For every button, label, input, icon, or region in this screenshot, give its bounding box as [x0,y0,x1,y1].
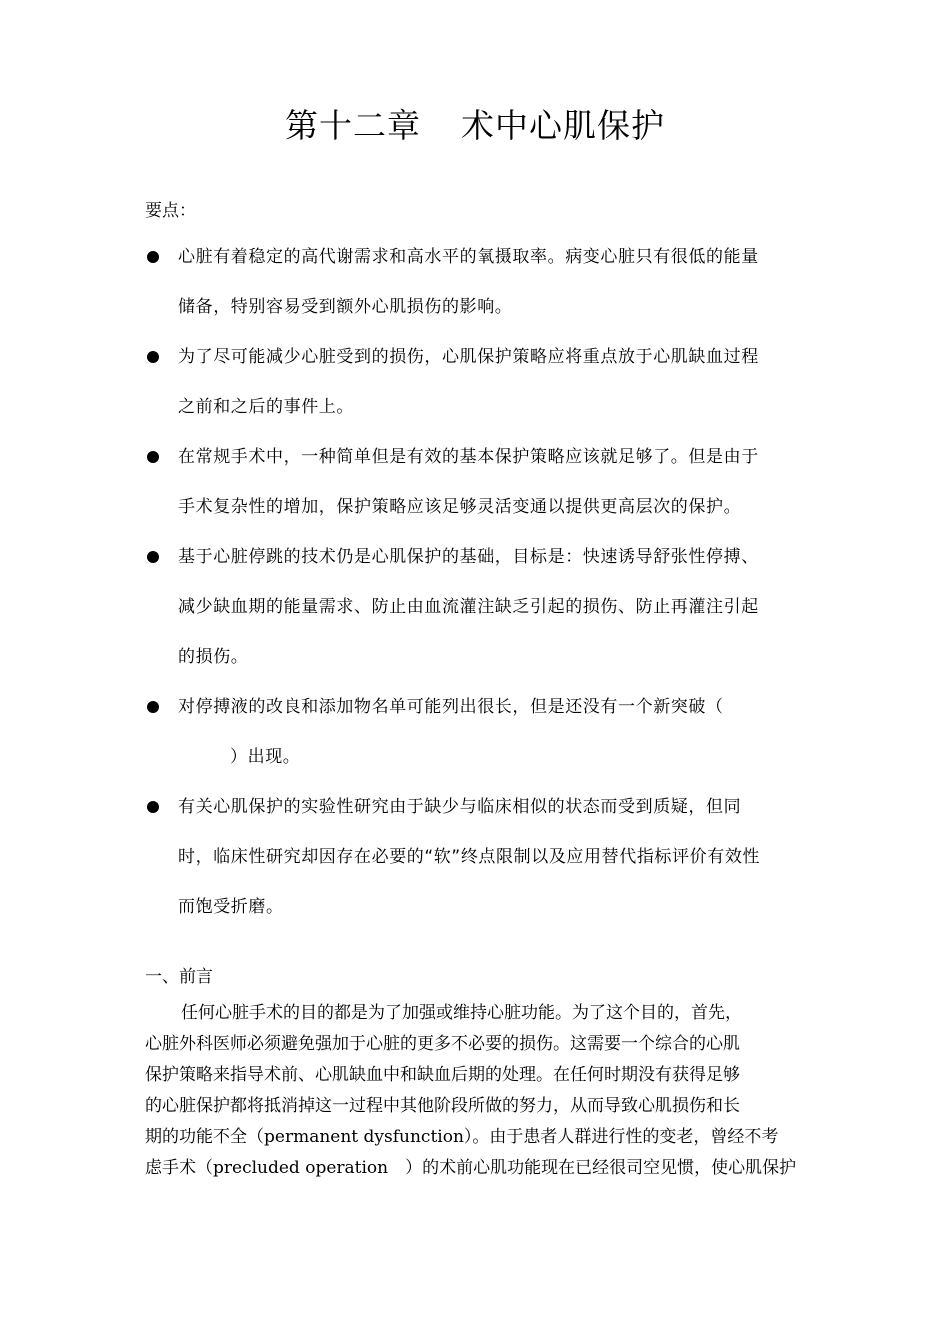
bullet-icon [147,451,159,463]
chapter-number: 第十二章 [285,106,421,145]
bullet-icon [147,251,159,263]
bullet-icon [147,701,159,713]
bullet-icon [147,551,159,563]
key-point-item [145,532,810,682]
bullet-icon [147,801,159,813]
key-point-item [145,782,810,932]
paragraph-line: 期的功能不全（permanent dysfunction）。由于患者人群进行性的变老，曾经不考 [145,1127,779,1147]
key-point-line: ）出现。 [230,747,301,767]
key-points-label: 要点： [145,201,196,221]
key-point-line: 基于心脏停跳的技术仍是心肌保护的基础，目标是：快速诱导舒张性停搏、 [178,547,759,567]
key-point-item [145,232,810,332]
bullet-icon [147,351,159,363]
key-point-line: 有关心肌保护的实验性研究由于缺少与临床相似的状态而受到质疑，但同 [178,797,742,817]
key-point-line: 之前和之后的事件上。 [178,397,354,417]
key-point-line: 的损伤。 [178,647,249,667]
key-point-line: 为了尽可能减少心脏受到的损伤，心肌保护策略应将重点放于心肌缺血过程 [178,347,759,367]
paragraph-line: 心脏外科医师必须避免强加于心脏的更多不必要的损伤。这需要一个综合的心肌 [145,1034,740,1054]
key-point-item [145,682,810,782]
key-point-line: 时，临床性研究却因存在必要的“软”终点限制以及应用替代指标评价有效性 [178,847,761,867]
key-point-line: 在常规手术中，一种简单但是有效的基本保护策略应该就足够了。但是由于 [178,447,759,467]
key-point-line: 减少缺血期的能量需求、防止由血流灌注缺乏引起的损伤、防止再灌注引起 [178,597,759,617]
body-paragraph [145,998,810,1184]
key-point-line: 而饱受折磨。 [178,897,284,917]
paragraph-line: 任何心脏手术的目的都是为了加强或维持心脏功能。为了这个目的，首先， [181,1003,742,1023]
section-heading: 一、前言 [145,967,213,987]
key-point-item [145,332,810,432]
key-point-line: 手术复杂性的增加，保护策略应该足够灵活变通以提供更高层次的保护。 [178,497,742,517]
key-point-line: 储备，特别容易受到额外心肌损伤的影响。 [178,297,513,317]
key-points-list [145,232,810,932]
paragraph-line: 虑手术（precluded operation ）的术前心肌功能现在已经很司空见惯，使心肌保护 [145,1158,797,1178]
key-point-item [145,432,810,532]
chapter-name: 术中心肌保护 [461,106,665,145]
paragraph-line: 保护策略来指导术前、心肌缺血中和缺血后期的处理。在任何时期没有获得足够 [145,1065,740,1085]
paragraph-line: 的心脏保护都将抵消掉这一过程中其他阶段所做的努力，从而导致心肌损伤和长 [145,1096,740,1116]
key-point-line: 对停搏液的改良和添加物名单可能列出很长，但是还没有一个新突破（ [178,697,724,717]
key-point-line: 心脏有着稳定的高代谢需求和高水平的氧摄取率。病变心脏只有很低的能量 [178,247,759,267]
chapter-title [0,100,950,147]
